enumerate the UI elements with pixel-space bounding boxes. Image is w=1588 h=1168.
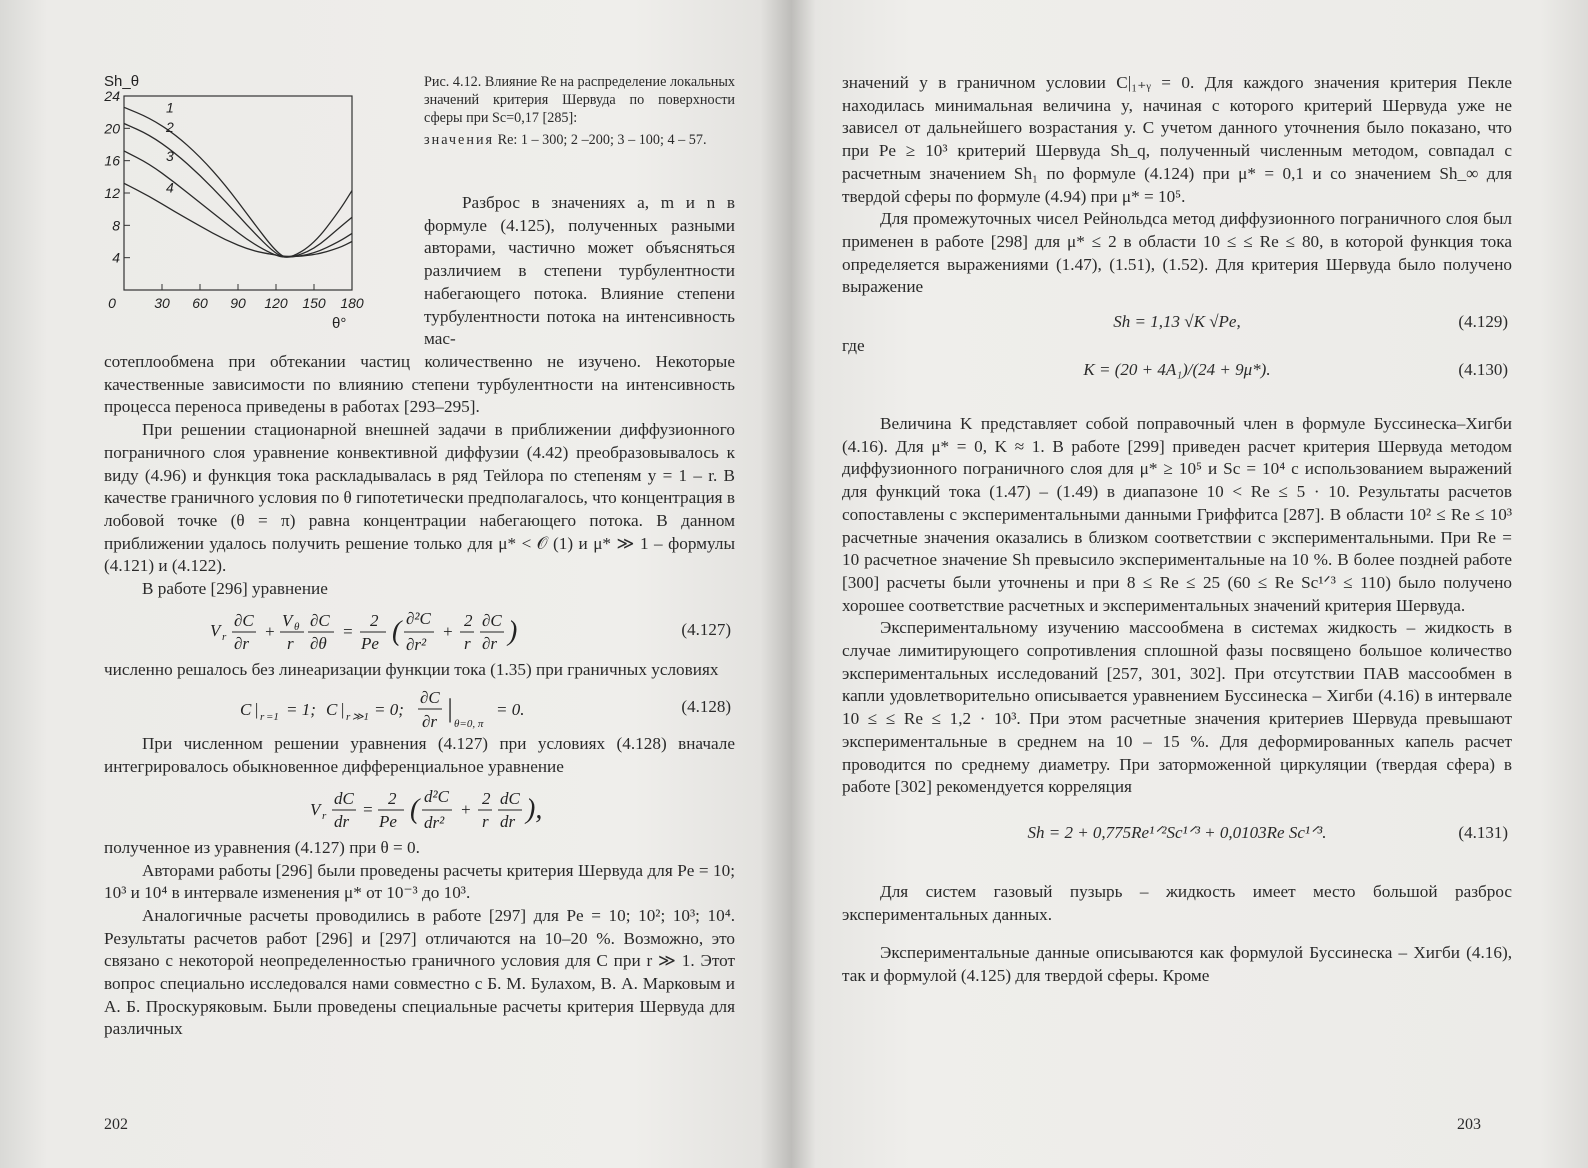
- equation-4-131-number: (4.131): [1458, 822, 1508, 842]
- svg-text:2: 2: [463, 610, 472, 630]
- caption-label: Рис. 4.12.: [424, 74, 482, 90]
- svg-text:r: r: [481, 811, 489, 831]
- equation-4-130-text: K = (20 + 4A₁)/(24 + 9μ*).: [1083, 360, 1271, 380]
- paragraph-integration: При численном решении уравнения (4.127) при условиях (4.128) вначале интегрировалось обыкновенное дифференциальное уравнение: [104, 734, 735, 777]
- paragraph-numerical: численно решалось без линеаризации функции тока (1.35) при граничных условиях: [104, 659, 719, 679]
- svg-text:∂C: ∂C: [481, 610, 502, 630]
- svg-text:= 1;: = 1;: [285, 699, 316, 719]
- page-number-left: 202: [104, 1116, 128, 1133]
- paragraph-boundary: значений y в граничном условии C|₁₊ᵧ = 0. Для каждого значения критерия Пекле находилась минимальная величина y, начиная с которого критерий Шервуда уже не зависел от дальнейшего возрастания y. С учетом данного уточнения было показано, что при Pe ≥ 10³ критерий Шервуда Sh_q, полученный численным методом, совпадал с расчетным значением Sh₁ по формуле (4.124) при μ* = 0,1 и со значением Sh_∞ для твердой сферы по формуле (4.94) при μ* = 10⁵.: [842, 73, 1512, 206]
- svg-text:Pe: Pe: [378, 811, 397, 831]
- svg-text:dC: dC: [333, 788, 354, 808]
- svg-text:dC: dC: [499, 788, 520, 808]
- svg-text:∂C: ∂C: [233, 610, 254, 630]
- equation-4-130-number: (4.130): [1458, 360, 1508, 380]
- x-tick-label: 150: [302, 295, 326, 311]
- figure-caption: [424, 73, 735, 149]
- x-tick-label: 60: [192, 295, 208, 311]
- svg-text:=1: =1: [265, 710, 279, 723]
- svg-text:∂θ: ∂θ: [309, 633, 327, 653]
- side-paragraph: [424, 192, 735, 351]
- equation-4-128-number: (4.128): [681, 697, 731, 717]
- y-tick-label: 4: [112, 249, 120, 266]
- chart-ylabel: Sh_θ: [104, 73, 140, 90]
- svg-text:∂r: ∂r: [481, 633, 497, 653]
- svg-text:2: 2: [369, 610, 378, 630]
- svg-text:),: ),: [525, 793, 542, 825]
- equation-4-129-number: (4.129): [1458, 312, 1508, 332]
- plot-frame: [124, 96, 352, 290]
- svg-text:=: =: [361, 799, 373, 819]
- paragraph-correction-k: Величина K представляет собой поправочный член в формуле Буссинеска–Хигби (4.16). Для μ* = 0, K ≈ 1. В работе [299] приведен расчет критерия Шервуда методом диффузионного пограничного слоя для μ* ≥ 10⁵ и Sc = 10⁴ с использованием выражений для функций тока (1.47) – (1.49) в диапазоне 10 < Re ≤ 5 · 10. Результаты расчетов сопоставлены с экспериментальными данными Гриффитса [287]. В области 10² ≤ Re ≤ 10³ расчетные значения оказались в близком соответствии с экспериментальными. При Re = 10 расчетное значение Sh превысило экспериментальные на 10 %. В более поздней работе [300] расчеты были уточнены и при 8 ≤ Re ≤ 25 (60 ≤ Re Sc¹ᐟ³ ≤ 110) было получено хорошее соответствие расчетных и экспериментальных значений критерия Шервуда.: [842, 414, 1512, 615]
- paragraph-gas-bubble: Для систем газовый пузырь – жидкость имеет место большой разброс экспериментальных данных.: [842, 881, 1512, 924]
- paragraph-turbulence-cont: сотеплообмена при обтекании частиц количественно не изучено. Некоторые качественные зависимости по влиянию степени турбулентности на интенсивность процесса переноса приведены в работах [293–295].: [104, 352, 735, 417]
- svg-text:|: |: [339, 699, 345, 719]
- left-main-column: [104, 351, 735, 1041]
- y-tick-label: 16: [104, 152, 120, 169]
- svg-text:dr: dr: [499, 811, 515, 831]
- sherwood-chart: [100, 72, 420, 334]
- equation-4-127: [104, 601, 735, 659]
- series-label-1: 1: [166, 99, 174, 116]
- equation-4-129: [842, 309, 1512, 335]
- svg-text:r: r: [259, 710, 264, 723]
- paragraph-work-296: В работе [296] уравнение: [142, 579, 328, 599]
- equation-4-129-text: Sh = 1,13 √K √Pe,: [1113, 312, 1241, 332]
- equation-4-131-text: Sh = 2 + 0,775Re¹ᐟ²Sc¹ᐟ³ + 0,0103Re Sc¹ᐟ³.: [1027, 822, 1327, 842]
- paragraph-authors-296: Авторами работы [296] были проведены расчеты критерия Шервуда для Pe = 10; 10³ и 10⁴ в интервале изменения μ* от 10⁻³ до 10³.: [104, 860, 735, 903]
- svg-text:=: =: [341, 621, 353, 641]
- paragraph-experimental: Экспериментальные данные описываются как формулой Буссинеска – Хигби (4.16), так и формулой (4.125) для твердой сферы. Кроме: [842, 943, 1512, 986]
- y-tick-label: 20: [104, 120, 120, 137]
- svg-text:C: C: [325, 699, 337, 719]
- svg-text:r: r: [221, 630, 226, 643]
- svg-text:r: r: [286, 633, 294, 653]
- equation-4-127-glyphs: [170, 602, 670, 659]
- paragraph-intermediate-re: Для промежуточных чисел Рейнольдса метод диффузионного пограничного слоя был применен в работе [298] для μ* ≤ 2 в области 10 ≤ ≤ Re ≤ 80, в которой функция тока определяется выражениями (1.47), (1.51), (1.52). Для критерия Шервуда было получено выражение: [842, 209, 1512, 297]
- page-number-right: 203: [1457, 1116, 1481, 1133]
- x-tick-label: 180: [340, 295, 364, 311]
- where-label: где: [842, 336, 865, 356]
- y-tick-label: 24: [104, 88, 120, 104]
- caption-values: Re: 1 – 300; 2 –200; 3 – 100; 4 – 57.: [494, 132, 707, 148]
- series-label-4: 4: [166, 179, 174, 196]
- svg-text:|: |: [253, 699, 259, 719]
- x-tick-label: 0: [108, 295, 116, 311]
- svg-text:r: r: [321, 809, 326, 822]
- caption-values-label: значения: [424, 132, 495, 148]
- equation-ode-glyphs: [170, 780, 670, 837]
- svg-text:r: r: [463, 633, 471, 653]
- svg-text:= 0;: = 0;: [373, 699, 404, 719]
- svg-text:r: r: [345, 710, 350, 723]
- svg-text:C: C: [239, 699, 251, 719]
- svg-text:|: |: [445, 693, 453, 723]
- x-tick-label: 120: [264, 295, 288, 311]
- paragraph-stationary: При решении стационарной внешней задачи в приближении диффузионного пограничного слоя уравнение конвективной диффузии (4.42) преобразовывалось к виду (4.96) и функция тока раскладывалась в ряд Тейлора по степеням y = 1 – r. В качестве граничного условия по θ гипотетически предполагалось, что концентрация в лобовой точке (θ = π) равна концентрации набегающего потока. В данном приближении удалось получить решение только для μ* < 𝒪 (1) и μ* ≫ 1 – формулы (4.121) и (4.122).: [104, 420, 735, 576]
- equation-4-127-number: (4.127): [681, 619, 731, 639]
- svg-text:dr²: dr²: [423, 812, 444, 832]
- paragraph-derived: полученное из уравнения (4.127) при θ = 0.: [104, 837, 420, 857]
- caption-text: Влияние Re на распределение локальных значений критерия Шервуда по поверхности сферы при Sc=0,17 [285]:: [424, 74, 736, 126]
- svg-text:∂r: ∂r: [233, 633, 249, 653]
- equation-ode: [104, 779, 735, 837]
- series-label-2: 2: [166, 118, 174, 135]
- svg-text:2: 2: [387, 788, 396, 808]
- svg-text:Pe: Pe: [360, 633, 379, 653]
- svg-text:): ): [507, 615, 517, 647]
- svg-text:∂C: ∂C: [419, 687, 440, 707]
- series-label-3: 3: [166, 148, 174, 165]
- svg-text:+: +: [263, 621, 275, 641]
- equation-4-130: [842, 357, 1512, 383]
- right-main-column: [842, 72, 1512, 988]
- svg-text:θ: θ: [293, 620, 299, 633]
- svg-text:+: +: [441, 621, 453, 641]
- chart-xlabel: θ°: [332, 315, 347, 332]
- svg-text:∂r: ∂r: [421, 711, 437, 731]
- svg-text:θ=0, π: θ=0, π: [453, 717, 483, 730]
- paragraph-liquid-liquid: Экспериментальному изучению массообмена в системах жидкость – жидкость в случае лимитирующего сопротивления сплошной фазы посвящено большое количество экспериментальных исследований [257, 301, 302]. При отсутствии ПАВ массообмен в капли удовлетворительно описывается уравнением Буссинеска – Хигби (4.16) в интервале 10 ≤ ≤ Re ≤ 1,2 · 10³. При этом расчетные значения критериев Шервуда превышают экспериментальные в среднем на 10 – 15 %. Для деформированных капель расчет проводится по среднему диаметру. При заторможенной циркуляции (твердая сфера) в работе [302] рекомендуется корреляция: [842, 618, 1512, 797]
- svg-text:(: (: [409, 793, 419, 825]
- svg-text:+: +: [459, 799, 471, 819]
- svg-text:(: (: [391, 615, 401, 647]
- svg-text:≫1: ≫1: [351, 710, 369, 723]
- svg-text:∂C: ∂C: [309, 610, 330, 630]
- svg-text:V: V: [309, 799, 320, 819]
- x-tick-label: 30: [154, 295, 170, 311]
- paragraph-turbulence: Разброс в значениях a, m и n в формуле (4.125), полученных разными авторами, частично может объясняться различием в степени турбулентности набегающего потока. Влияние степени турбулентности потока на интенсивность мас-: [424, 193, 735, 349]
- x-tick-label: 90: [230, 295, 246, 311]
- y-tick-label: 12: [104, 185, 120, 201]
- paragraph-work-297: Аналогичные расчеты проводились в работе [297] для Pe = 10; 10²; 10³; 10⁴. Результаты расчетов работ [296] и [297] отличаются на 10–20 %. Возможно, это связано с некоторой неопределенностью граничного условия для C при r ≫ 1. Этот вопрос специально исследовался нами совместно с Б. М. Булахом, В. А. Марковым и А. Б. Проскуряковым. Были проведены специальные расчеты критерия Шервуда для различных: [104, 905, 735, 1039]
- svg-text:2: 2: [481, 788, 490, 808]
- svg-text:∂²C: ∂²C: [405, 608, 431, 628]
- svg-text:V: V: [209, 620, 220, 640]
- y-tick-label: 8: [112, 217, 120, 234]
- curve-series-1: [124, 107, 352, 256]
- equation-4-128-glyphs: [170, 683, 670, 734]
- svg-text:= 0.: = 0.: [495, 699, 524, 719]
- svg-text:V: V: [281, 610, 292, 630]
- figure-4-12: [100, 72, 420, 334]
- curve-series-3: [124, 151, 352, 257]
- svg-text:dr: dr: [333, 811, 349, 831]
- left-page: [0, 0, 792, 1168]
- svg-text:∂r²: ∂r²: [405, 634, 426, 654]
- svg-text:d²C: d²C: [423, 786, 449, 806]
- right-page: [792, 0, 1588, 1168]
- equation-4-128: [104, 681, 735, 733]
- equation-4-131: [842, 809, 1512, 857]
